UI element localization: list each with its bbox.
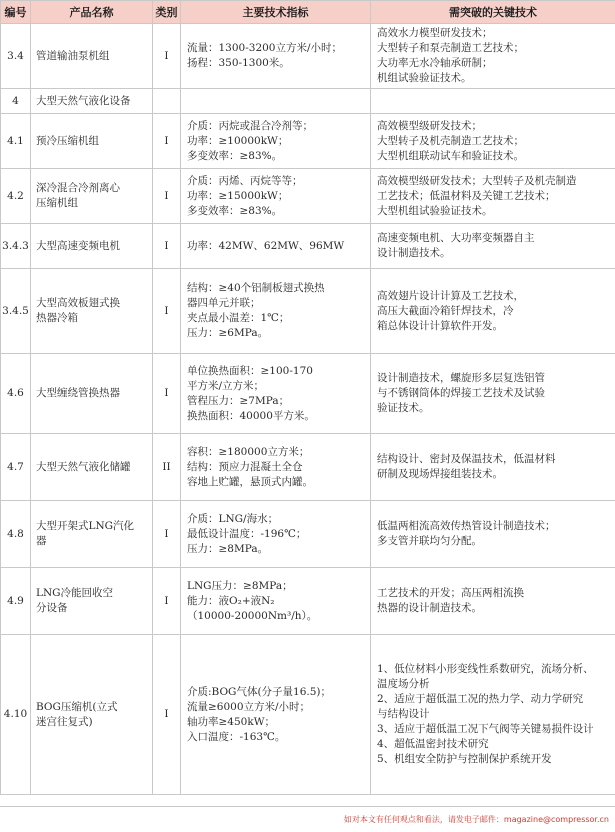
tech-line: 高速变频电机、大功率变频器自主 — [377, 231, 611, 246]
spec-line: 最低设计温度：-196℃； — [187, 527, 366, 542]
cell-product-name — [31, 501, 153, 568]
cell-number: 4.7 — [1, 434, 31, 501]
spec-line: 换热面积：40000平方米。 — [187, 409, 366, 424]
table-row — [1, 434, 615, 501]
table-row — [1, 501, 615, 568]
product-name-line: LNG冷能回收空 — [36, 586, 148, 601]
spec-line: （10000-20000Nm³/h）。 — [187, 609, 366, 624]
product-name-line: 大型高效板翅式换 — [36, 296, 148, 311]
tech-line: 设计制造技术。 — [377, 246, 611, 261]
spec-line: 功率：≥15000kW； — [187, 189, 366, 204]
spec-line: 介质：丙烷或混合冷剂等； — [187, 119, 366, 134]
cell-number: 4.8 — [1, 501, 31, 568]
spec-line: 夹点最小温差：1℃； — [187, 311, 366, 326]
cell-number: 3.4.3 — [1, 224, 31, 269]
spec-line: 器四单元并联； — [187, 296, 366, 311]
cell-category: I — [153, 354, 181, 434]
cell-number: 4.1 — [1, 114, 31, 169]
spec-line: 入口温度：-163℃。 — [187, 730, 366, 745]
product-name-line: 大型高速变频电机 — [36, 239, 148, 254]
spec-line: 容积：≥180000立方米； — [187, 445, 366, 460]
spec-line: 容地上贮罐，悬顶式内罐。 — [187, 475, 366, 490]
cell-key-technologies — [371, 354, 615, 434]
cell-main-specs — [181, 568, 371, 635]
product-name-line: 热器冷箱 — [36, 311, 148, 326]
spec-line: 功率：≥10000kW； — [187, 134, 366, 149]
spec-line: 流量≥6000立方米/小时； — [187, 700, 366, 715]
cell-key-technologies — [371, 89, 615, 114]
table-row — [1, 224, 615, 269]
spec-line: 结构：预应力混凝土全仓 — [187, 460, 366, 475]
cell-key-technologies — [371, 24, 615, 89]
spec-line: 介质：LNG/海水； — [187, 512, 366, 527]
cell-category: I — [153, 269, 181, 354]
spec-line: 多变效率：≥83%。 — [187, 204, 366, 219]
tech-line: 工艺技术；低温材料及关键工艺技术； — [377, 189, 611, 204]
header-number: 编号 — [1, 1, 31, 24]
cell-main-specs — [181, 501, 371, 568]
cell-category: I — [153, 224, 181, 269]
spec-line: 单位换热面积：≥100-170 — [187, 364, 366, 379]
product-name-line: 分设备 — [36, 601, 148, 616]
cell-key-technologies — [371, 434, 615, 501]
header-key-technologies: 需突破的关键技术 — [371, 1, 615, 24]
tech-line: 高压大截面冷箱钎焊技术，冷 — [377, 304, 611, 319]
tech-line: 5、机组安全防护与控制保护系统开发 — [377, 752, 611, 767]
table-row — [1, 114, 615, 169]
cell-main-specs — [181, 114, 371, 169]
table-header-row — [1, 1, 615, 24]
tech-line: 温度场分析 — [377, 677, 611, 692]
tech-line: 与不锈钢筒体的焊接工艺技术及试验 — [377, 386, 611, 401]
spec-line: 结构：≥40个铝制板翅式换热 — [187, 281, 366, 296]
cell-main-specs — [181, 224, 371, 269]
footer-text: 如对本文有任何观点和看法，请发电子邮件：magazine@compressor.cn — [344, 814, 609, 825]
cell-product-name — [31, 434, 153, 501]
tech-line: 高效模型级研发技术； — [377, 119, 611, 134]
tech-line: 结构设计、密封及保温技术，低温材料 — [377, 452, 611, 467]
header-product-name: 产品名称 — [31, 1, 153, 24]
product-name-line: 深冷混合冷剂离心 — [36, 181, 148, 196]
cell-product-name — [31, 169, 153, 224]
tech-line: 机组试验验证技术。 — [377, 71, 611, 86]
cell-product-name — [31, 114, 153, 169]
product-name-line: 大型天然气液化储罐 — [36, 460, 148, 475]
tech-line: 2、适应于超低温工况的热力学、动力学研究 — [377, 692, 611, 707]
header-main-specs: 主要技术指标 — [181, 1, 371, 24]
cell-product-name — [31, 89, 153, 114]
header-category: 类别 — [153, 1, 181, 24]
footer-note — [0, 806, 615, 832]
table-row — [1, 568, 615, 635]
table-row — [1, 169, 615, 224]
cell-key-technologies — [371, 169, 615, 224]
cell-main-specs — [181, 169, 371, 224]
product-name-line: BOG压缩机(立式 — [36, 700, 148, 715]
cell-category: I — [153, 114, 181, 169]
spec-line: 管程压力：≥7MPa； — [187, 394, 366, 409]
cell-product-name — [31, 568, 153, 635]
tech-line: 4、超低温密封技术研究 — [377, 737, 611, 752]
tech-line: 大型转子及机壳制造工艺技术； — [377, 134, 611, 149]
cell-main-specs — [181, 354, 371, 434]
product-name-line: 迷宫往复式) — [36, 715, 148, 730]
tech-line: 大型机组试验验证技术。 — [377, 204, 611, 219]
tech-line: 工艺技术的开发；高压两相流换 — [377, 586, 611, 601]
cell-key-technologies — [371, 224, 615, 269]
cell-product-name — [31, 354, 153, 434]
tech-line: 1、低位材料小形变线性系数研究，流场分析、 — [377, 662, 611, 677]
product-name-line: 压缩机组 — [36, 196, 148, 211]
tech-line: 大型机组联动试车和验证技术。 — [377, 149, 611, 164]
spec-line: 多变效率：≥83%。 — [187, 149, 366, 164]
cell-category: I — [153, 24, 181, 89]
product-name-line: 大型缠绕管换热器 — [36, 386, 148, 401]
tech-line: 3、适应于超低温工况下气阀等关键易损件设计 — [377, 722, 611, 737]
table-row — [1, 269, 615, 354]
tech-line: 设计制造技术，螺旋形多层复迭铝管 — [377, 371, 611, 386]
product-name-line: 管道输油泵机组 — [36, 49, 148, 64]
product-name-line: 预冷压缩机组 — [36, 134, 148, 149]
tech-line: 箱总体设计计算软件开发。 — [377, 319, 611, 334]
cell-product-name — [31, 635, 153, 795]
tech-line: 热器的设计制造技术。 — [377, 601, 611, 616]
tech-line: 多支管并联均匀分配。 — [377, 534, 611, 549]
cell-number: 3.4.5 — [1, 269, 31, 354]
table-row — [1, 89, 615, 114]
spec-line: LNG压力：≥8MPa； — [187, 579, 366, 594]
cell-product-name — [31, 24, 153, 89]
spec-line: 扬程：350-1300米。 — [187, 56, 366, 71]
tech-line: 大型转子和泵壳制造工艺技术； — [377, 41, 611, 56]
cell-number: 4.10 — [1, 635, 31, 795]
cell-main-specs — [181, 269, 371, 354]
cell-main-specs — [181, 635, 371, 795]
spec-line: 轴功率≥450kW； — [187, 715, 366, 730]
spec-line: 流量：1300-3200立方米/小时； — [187, 41, 366, 56]
spec-line: 介质：丙烯、丙烷等等； — [187, 174, 366, 189]
cell-number: 4 — [1, 89, 31, 114]
cell-category: I — [153, 169, 181, 224]
tech-line: 大功率无水冷轴承研制； — [377, 56, 611, 71]
cell-number: 4.2 — [1, 169, 31, 224]
cell-key-technologies — [371, 501, 615, 568]
table-row — [1, 354, 615, 434]
cell-category: I — [153, 501, 181, 568]
tech-line: 高效翅片设计计算及工艺技术， — [377, 289, 611, 304]
cell-number: 4.6 — [1, 354, 31, 434]
cell-main-specs — [181, 434, 371, 501]
tech-line: 验证技术。 — [377, 401, 611, 416]
product-name-line: 大型天然气液化设备 — [36, 94, 148, 109]
product-name-line: 器 — [36, 534, 148, 549]
spec-line: 功率：42MW、62MW、96MW — [187, 239, 366, 254]
tech-line: 研制及现场焊接组装技术。 — [377, 467, 611, 482]
spec-line: 压力：≥6MPa。 — [187, 326, 366, 341]
cell-product-name — [31, 224, 153, 269]
table-row — [1, 24, 615, 89]
cell-main-specs — [181, 24, 371, 89]
tech-line: 高效模型级研发技术；大型转子及机壳制造 — [377, 174, 611, 189]
cell-key-technologies — [371, 635, 615, 795]
tech-line: 高效水力模型研发技术； — [377, 26, 611, 41]
cell-key-technologies — [371, 269, 615, 354]
spec-line: 能力：液O₂+液N₂ — [187, 594, 366, 609]
tech-line: 与结构设计 — [377, 707, 611, 722]
cell-key-technologies — [371, 568, 615, 635]
cell-category: I — [153, 568, 181, 635]
spec-line: 压力：≥8MPa。 — [187, 542, 366, 557]
cell-key-technologies — [371, 114, 615, 169]
cell-category: II — [153, 434, 181, 501]
product-name-line: 大型开架式LNG汽化 — [36, 519, 148, 534]
cell-product-name — [31, 269, 153, 354]
tech-line: 低温两相流高效传热管设计制造技术； — [377, 519, 611, 534]
spec-line: 平方米/立方米； — [187, 379, 366, 394]
cell-number: 4.9 — [1, 568, 31, 635]
cell-category: I — [153, 635, 181, 795]
spec-line: 介质:BOG气体(分子量16.5)； — [187, 685, 366, 700]
cell-number: 3.4 — [1, 24, 31, 89]
cell-main-specs — [181, 89, 371, 114]
cell-category — [153, 89, 181, 114]
table-row — [1, 635, 615, 795]
